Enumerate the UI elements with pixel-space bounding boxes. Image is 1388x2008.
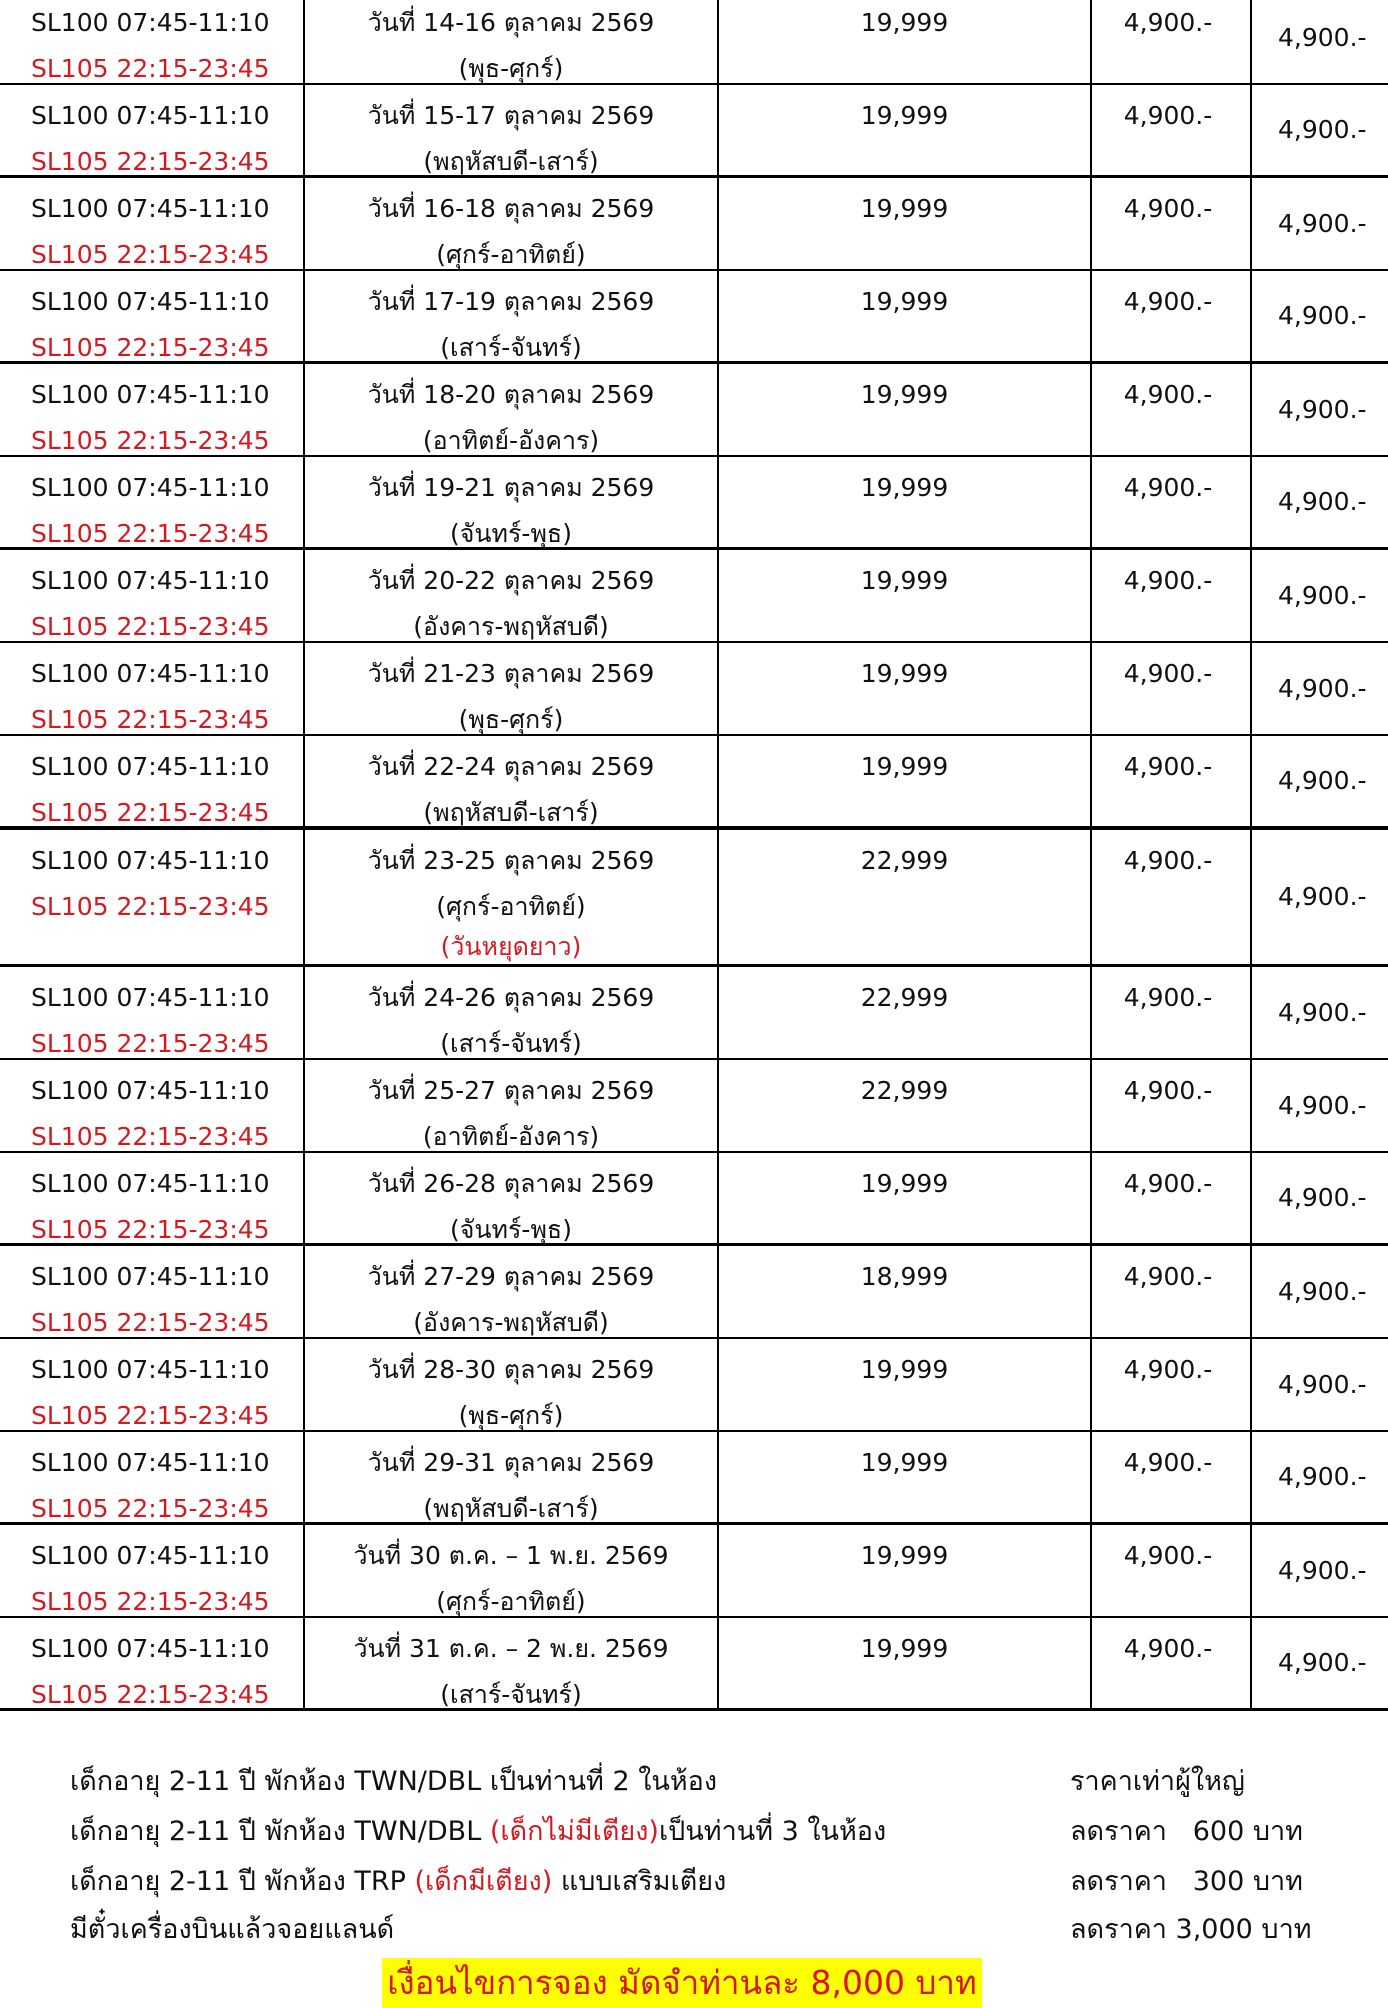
single-supplement: 4,900.- — [1123, 1448, 1213, 1477]
dates-cell — [303, 1618, 717, 1708]
outbound-flight: SL100 07:45-11:10 — [31, 1541, 270, 1570]
return-flight: SL105 22:15-23:45 — [31, 798, 270, 827]
flight-cell — [0, 1246, 303, 1337]
outbound-flight: SL100 07:45-11:10 — [31, 1448, 270, 1477]
adult-price: 19,999 — [860, 194, 949, 223]
extra-cell — [1250, 643, 1388, 734]
price-cell — [717, 457, 1090, 547]
adult-price: 19,999 — [860, 1169, 949, 1198]
flight-cell — [0, 271, 303, 361]
outbound-flight: SL100 07:45-11:10 — [31, 846, 270, 875]
holiday-note: (วันหยุดยาว) — [440, 932, 582, 961]
travel-dates: วันที่ 21-23 ตุลาคม 2569 — [367, 659, 655, 688]
outbound-flight: SL100 07:45-11:10 — [31, 8, 270, 37]
price-cell — [717, 0, 1090, 83]
single-supplement: 4,900.- — [1123, 1634, 1213, 1663]
extra-charge: 4,900.- — [1278, 580, 1367, 610]
single-supplement: 4,900.- — [1123, 194, 1213, 223]
return-flight: SL105 22:15-23:45 — [31, 519, 270, 548]
outbound-flight: SL100 07:45-11:10 — [31, 1355, 270, 1384]
outbound-flight: SL100 07:45-11:10 — [31, 380, 270, 409]
table-row — [0, 1153, 1388, 1246]
price-cell — [717, 364, 1090, 455]
price-cell — [717, 736, 1090, 826]
dates-cell — [303, 967, 717, 1058]
extra-cell — [1250, 178, 1388, 269]
table-row — [0, 829, 1388, 967]
travel-days: (เสาร์-จันทร์) — [440, 1680, 582, 1709]
extra-cell — [1250, 1153, 1388, 1243]
price-cell — [717, 830, 1090, 964]
travel-dates: วันที่ 25-27 ตุลาคม 2569 — [367, 1076, 655, 1105]
note-child-twin-3rd — [70, 1812, 886, 1852]
adult-price: 22,999 — [860, 846, 949, 875]
no-bed-highlight: (เด็กไม่มีเตียง) — [489, 1816, 659, 1847]
flight-cell — [0, 457, 303, 547]
price-cell — [717, 1525, 1090, 1616]
dates-cell — [303, 1525, 717, 1616]
adult-price: 19,999 — [860, 1448, 949, 1477]
single-supplement-cell — [1090, 1153, 1250, 1243]
return-flight: SL105 22:15-23:45 — [31, 1494, 270, 1523]
return-flight: SL105 22:15-23:45 — [31, 147, 270, 176]
extra-charge: 4,900.- — [1278, 1555, 1367, 1585]
travel-dates: วันที่ 19-21 ตุลาคม 2569 — [367, 473, 655, 502]
single-supplement: 4,900.- — [1123, 1169, 1213, 1198]
table-row — [0, 643, 1388, 736]
note-own-ticket: มีตั๋วเครื่องบินแล้วจอยแลนด์ — [70, 1914, 395, 1945]
flight-cell — [0, 967, 303, 1058]
outbound-flight: SL100 07:45-11:10 — [31, 473, 270, 502]
dates-cell — [303, 457, 717, 547]
adult-price: 19,999 — [860, 659, 949, 688]
extra-charge: 4,900.- — [1278, 1276, 1367, 1306]
single-supplement: 4,900.- — [1123, 287, 1213, 316]
extra-charge: 4,900.- — [1278, 1183, 1367, 1212]
extra-cell — [1250, 736, 1388, 826]
table-row — [0, 967, 1388, 1060]
flight-cell — [0, 1432, 303, 1522]
outbound-flight: SL100 07:45-11:10 — [31, 287, 270, 316]
price-cell — [717, 85, 1090, 175]
adult-price: 22,999 — [860, 1076, 949, 1105]
travel-dates: วันที่ 24-26 ตุลาคม 2569 — [367, 983, 655, 1012]
outbound-flight: SL100 07:45-11:10 — [31, 1169, 270, 1198]
travel-days: (จันทร์-พุธ) — [450, 1215, 572, 1244]
travel-days: (พฤหัสบดี-เสาร์) — [423, 147, 599, 176]
price-cell — [717, 271, 1090, 361]
extra-charge: 4,900.- — [1278, 882, 1367, 911]
return-flight: SL105 22:15-23:45 — [31, 333, 270, 362]
booking-deposit-banner: เงื่อนไขการจอง มัดจำท่านละ 8,000 บาท — [382, 1958, 982, 2008]
single-supplement-cell — [1090, 736, 1250, 826]
travel-dates: วันที่ 16-18 ตุลาคม 2569 — [367, 194, 655, 223]
travel-dates: วันที่ 15-17 ตุลาคม 2569 — [367, 101, 655, 130]
dates-cell — [303, 364, 717, 455]
adult-price: 19,999 — [860, 8, 949, 37]
price-cell — [717, 1339, 1090, 1430]
travel-days: (พุธ-ศุกร์) — [458, 705, 564, 734]
flight-cell — [0, 1618, 303, 1708]
single-supplement-cell — [1090, 364, 1250, 455]
return-flight: SL105 22:15-23:45 — [31, 892, 270, 921]
adult-price: 19,999 — [860, 1541, 949, 1570]
travel-dates: วันที่ 27-29 ตุลาคม 2569 — [367, 1262, 655, 1291]
travel-days: (ศุกร์-อาทิตย์) — [436, 892, 586, 921]
travel-days: (อาทิตย์-อังคาร) — [422, 426, 600, 455]
single-supplement-cell — [1090, 643, 1250, 734]
outbound-flight: SL100 07:45-11:10 — [31, 1262, 270, 1291]
return-flight: SL105 22:15-23:45 — [31, 54, 270, 83]
dates-cell — [303, 736, 717, 826]
return-flight: SL105 22:15-23:45 — [31, 240, 270, 269]
dates-cell — [303, 1153, 717, 1243]
single-supplement-cell — [1090, 550, 1250, 641]
dates-cell — [303, 1432, 717, 1522]
single-supplement-cell — [1090, 178, 1250, 269]
flight-cell — [0, 364, 303, 455]
adult-price: 19,999 — [860, 1634, 949, 1663]
note-child-twin-2nd: เด็กอายุ 2-11 ปี พักห้อง TWN/DBL เป็นท่านที่ 2 ในห้อง — [70, 1766, 718, 1797]
flight-cell — [0, 830, 303, 964]
travel-dates: วันที่ 26-28 ตุลาคม 2569 — [367, 1169, 655, 1198]
single-supplement: 4,900.- — [1123, 983, 1213, 1012]
adult-price: 19,999 — [860, 566, 949, 595]
dates-cell — [303, 178, 717, 269]
travel-dates: วันที่ 17-19 ตุลาคม 2569 — [367, 287, 655, 316]
flight-cell — [0, 643, 303, 734]
note-child-twin-2nd-price: ราคาเท่าผู้ใหญ่ — [1070, 1766, 1245, 1797]
extra-cell — [1250, 85, 1388, 175]
extra-cell — [1250, 1060, 1388, 1151]
single-supplement: 4,900.- — [1123, 1076, 1213, 1105]
single-supplement-cell — [1090, 85, 1250, 175]
single-supplement-cell — [1090, 0, 1250, 83]
dates-cell — [303, 1339, 717, 1430]
return-flight: SL105 22:15-23:45 — [31, 426, 270, 455]
dates-cell — [303, 550, 717, 641]
extra-cell — [1250, 0, 1388, 83]
travel-days: (อาทิตย์-อังคาร) — [422, 1122, 600, 1151]
travel-days: (ศุกร์-อาทิตย์) — [436, 1587, 586, 1616]
single-supplement-cell — [1090, 830, 1250, 964]
return-flight: SL105 22:15-23:45 — [31, 1215, 270, 1244]
dates-cell — [303, 85, 717, 175]
return-flight: SL105 22:15-23:45 — [31, 1308, 270, 1337]
table-row — [0, 364, 1388, 457]
flight-cell — [0, 1060, 303, 1151]
single-supplement: 4,900.- — [1123, 1355, 1213, 1384]
flight-cell — [0, 1153, 303, 1243]
extra-charge: 4,900.- — [1278, 394, 1367, 424]
outbound-flight: SL100 07:45-11:10 — [31, 1634, 270, 1663]
outbound-flight: SL100 07:45-11:10 — [31, 983, 270, 1012]
single-supplement: 4,900.- — [1123, 1541, 1213, 1570]
travel-dates: วันที่ 14-16 ตุลาคม 2569 — [367, 8, 655, 37]
single-supplement-cell — [1090, 457, 1250, 547]
single-supplement: 4,900.- — [1123, 380, 1213, 409]
travel-dates: วันที่ 29-31 ตุลาคม 2569 — [367, 1448, 655, 1477]
table-row — [0, 178, 1388, 271]
note-text: เด็กอายุ 2-11 ปี พักห้อง TRP — [70, 1866, 415, 1897]
price-cell — [717, 1153, 1090, 1243]
price-cell — [717, 643, 1090, 734]
price-cell — [717, 550, 1090, 641]
dates-cell — [303, 271, 717, 361]
adult-price: 19,999 — [860, 1355, 949, 1384]
table-row — [0, 550, 1388, 643]
extra-charge: 4,900.- — [1278, 208, 1367, 238]
extra-charge: 4,900.- — [1278, 301, 1367, 330]
note-text: แบบเสริมเตียง — [552, 1866, 727, 1897]
table-row — [0, 0, 1388, 85]
single-supplement-cell — [1090, 1339, 1250, 1430]
extra-cell — [1250, 457, 1388, 547]
flight-cell — [0, 178, 303, 269]
price-cell — [717, 967, 1090, 1058]
extra-cell — [1250, 1618, 1388, 1708]
single-supplement-cell — [1090, 1525, 1250, 1616]
outbound-flight: SL100 07:45-11:10 — [31, 194, 270, 223]
travel-days: (จันทร์-พุธ) — [450, 519, 572, 548]
travel-days: (เสาร์-จันทร์) — [440, 1029, 582, 1058]
extra-charge: 4,900.- — [1278, 997, 1367, 1027]
extra-charge: 4,900.- — [1278, 673, 1367, 703]
table-row — [0, 1339, 1388, 1432]
dates-cell — [303, 1246, 717, 1337]
travel-dates: วันที่ 28-30 ตุลาคม 2569 — [367, 1355, 655, 1384]
single-supplement: 4,900.- — [1123, 752, 1213, 781]
price-cell — [717, 1060, 1090, 1151]
extra-cell — [1250, 1246, 1388, 1337]
table-row — [0, 85, 1388, 178]
price-cell — [717, 1618, 1090, 1708]
outbound-flight: SL100 07:45-11:10 — [31, 752, 270, 781]
travel-days: (อังคาร-พฤหัสบดี) — [413, 612, 609, 641]
table-row — [0, 1060, 1388, 1153]
table-row — [0, 271, 1388, 364]
travel-dates: วันที่ 20-22 ตุลาคม 2569 — [367, 566, 655, 595]
outbound-flight: SL100 07:45-11:10 — [31, 101, 270, 130]
return-flight: SL105 22:15-23:45 — [31, 612, 270, 641]
single-supplement: 4,900.- — [1123, 101, 1213, 130]
return-flight: SL105 22:15-23:45 — [31, 1029, 270, 1058]
single-supplement-cell — [1090, 967, 1250, 1058]
travel-dates: วันที่ 23-25 ตุลาคม 2569 — [367, 846, 655, 875]
return-flight: SL105 22:15-23:45 — [31, 1680, 270, 1709]
outbound-flight: SL100 07:45-11:10 — [31, 1076, 270, 1105]
extra-charge: 4,900.- — [1278, 1648, 1367, 1677]
travel-dates: วันที่ 31 ต.ค. – 2 พ.ย. 2569 — [353, 1634, 669, 1663]
price-cell — [717, 1246, 1090, 1337]
travel-days: (อังคาร-พฤหัสบดี) — [413, 1308, 609, 1337]
travel-days: (พฤหัสบดี-เสาร์) — [423, 798, 599, 827]
extra-cell — [1250, 364, 1388, 455]
flight-cell — [0, 1339, 303, 1430]
single-supplement: 4,900.- — [1123, 566, 1213, 595]
table-row — [0, 1618, 1388, 1711]
single-supplement: 4,900.- — [1123, 659, 1213, 688]
travel-dates: วันที่ 18-20 ตุลาคม 2569 — [367, 380, 655, 409]
travel-days: (พุธ-ศุกร์) — [458, 1401, 564, 1430]
note-child-trp-price: ลดราคา 300 บาท — [1070, 1866, 1303, 1897]
extra-cell — [1250, 967, 1388, 1058]
table-row — [0, 736, 1388, 829]
adult-price: 19,999 — [860, 380, 949, 409]
return-flight: SL105 22:15-23:45 — [31, 1122, 270, 1151]
single-supplement: 4,900.- — [1123, 8, 1213, 37]
outbound-flight: SL100 07:45-11:10 — [31, 659, 270, 688]
return-flight: SL105 22:15-23:45 — [31, 1401, 270, 1430]
extra-charge: 4,900.- — [1278, 22, 1367, 52]
travel-dates: วันที่ 22-24 ตุลาคม 2569 — [367, 752, 655, 781]
price-cell — [717, 178, 1090, 269]
extra-cell — [1250, 1525, 1388, 1616]
single-supplement-cell — [1090, 1432, 1250, 1522]
single-supplement: 4,900.- — [1123, 473, 1213, 502]
flight-cell — [0, 85, 303, 175]
flight-cell — [0, 550, 303, 641]
price-cell — [717, 1432, 1090, 1522]
note-text: เด็กอายุ 2-11 ปี พักห้อง TWN/DBL — [70, 1816, 490, 1847]
travel-days: (ศุกร์-อาทิตย์) — [436, 240, 586, 269]
extra-cell — [1250, 550, 1388, 641]
note-child-trp — [70, 1862, 726, 1902]
single-supplement-cell — [1090, 1618, 1250, 1708]
flight-cell — [0, 1525, 303, 1616]
travel-dates: วันที่ 30 ต.ค. – 1 พ.ย. 2569 — [353, 1541, 669, 1570]
note-own-ticket-price: ลดราคา 3,000 บาท — [1070, 1914, 1312, 1945]
dates-cell — [303, 830, 717, 964]
flight-cell — [0, 0, 303, 83]
adult-price: 19,999 — [860, 752, 949, 781]
extra-cell — [1250, 271, 1388, 361]
adult-price: 19,999 — [860, 287, 949, 316]
dates-cell — [303, 643, 717, 734]
dates-cell — [303, 1060, 717, 1151]
adult-price: 19,999 — [860, 101, 949, 130]
note-text: เป็นท่านที่ 3 ในห้อง — [658, 1816, 887, 1847]
table-row — [0, 1525, 1388, 1618]
single-supplement: 4,900.- — [1123, 1262, 1213, 1291]
adult-price: 18,999 — [860, 1262, 949, 1291]
extra-cell — [1250, 1432, 1388, 1522]
return-flight: SL105 22:15-23:45 — [31, 1587, 270, 1616]
table-row — [0, 1432, 1388, 1525]
dates-cell — [303, 0, 717, 83]
single-supplement-cell — [1090, 1246, 1250, 1337]
extra-charge: 4,900.- — [1278, 487, 1367, 516]
table-row — [0, 457, 1388, 550]
extra-cell — [1250, 1339, 1388, 1430]
single-supplement-cell — [1090, 1060, 1250, 1151]
flight-cell — [0, 736, 303, 826]
extra-charge: 4,900.- — [1278, 766, 1367, 795]
extra-charge: 4,900.- — [1278, 1369, 1367, 1399]
return-flight: SL105 22:15-23:45 — [31, 705, 270, 734]
travel-days: (เสาร์-จันทร์) — [440, 333, 582, 362]
single-supplement-cell — [1090, 271, 1250, 361]
extra-charge: 4,900.- — [1278, 115, 1367, 144]
outbound-flight: SL100 07:45-11:10 — [31, 566, 270, 595]
note-child-twin-3rd-price: ลดราคา 600 บาท — [1070, 1816, 1303, 1847]
extra-charge: 4,900.- — [1278, 1090, 1367, 1120]
with-bed-highlight: (เด็กมีเตียง) — [414, 1866, 553, 1897]
extra-charge: 4,900.- — [1278, 1462, 1367, 1491]
single-supplement: 4,900.- — [1123, 846, 1213, 875]
adult-price: 19,999 — [860, 473, 949, 502]
table-row — [0, 1246, 1388, 1339]
extra-cell — [1250, 830, 1388, 964]
travel-days: (พฤหัสบดี-เสาร์) — [423, 1494, 599, 1523]
travel-days: (พุธ-ศุกร์) — [458, 54, 564, 83]
adult-price: 22,999 — [860, 983, 949, 1012]
